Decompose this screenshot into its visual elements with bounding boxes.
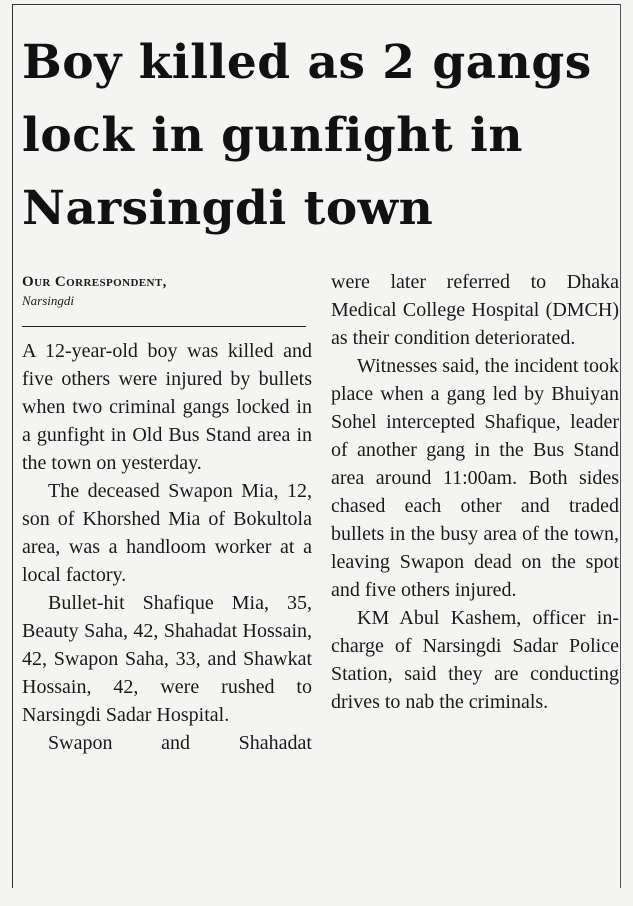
- article-column-one: [22, 337, 312, 757]
- top-border: [12, 4, 621, 5]
- byline-place: Narsingdi: [22, 293, 75, 308]
- article-column-two: [331, 268, 619, 716]
- left-border: [12, 4, 13, 888]
- paragraph: Swapon and Shahadat: [48, 732, 312, 754]
- byline: [22, 272, 306, 310]
- paragraph: KM Abul Kashem, officer in-charge of Narsingdi Sadar Police Station, said they are conducting drives to nab the criminals.: [331, 607, 619, 713]
- paragraph: were later referred to Dhaka Medical College Hospital (DMCH) as their condition deteriorated.: [331, 271, 619, 349]
- paragraph: A 12-year-old boy was killed and five others were injured by bullets when two criminal gangs locked in a gunfight in Old Bus Stand area in the town on yesterday.: [22, 340, 312, 474]
- paragraph: The deceased Swapon Mia, 12, son of Khorshed Mia of Bokultola area, was a handloom worker at a local factory.: [22, 480, 312, 586]
- paragraph: Witnesses said, the incident took place when a gang led by Bhuiyan Sohel intercepted Shafique, leader of another gang in the Bus Stand area around 11:00am. Both sides chased each other and traded bullets in the busy area of the town, leaving Swapon dead on the spot and five others injured.: [331, 355, 619, 601]
- headline: Boy killed as 2 gangs lock in gunfight in Narsingdi town: [22, 35, 592, 236]
- paragraph: Bullet-hit Shafique Mia, 35, Beauty Saha, 42, Shahadat Hossain, 42, Swapon Saha, 33, and Shawkat Hossain, 42, were rushed to Narsingdi Sadar Hospital.: [22, 592, 312, 726]
- byline-rule: [22, 326, 306, 327]
- byline-name: Our Correspondent,: [22, 274, 167, 290]
